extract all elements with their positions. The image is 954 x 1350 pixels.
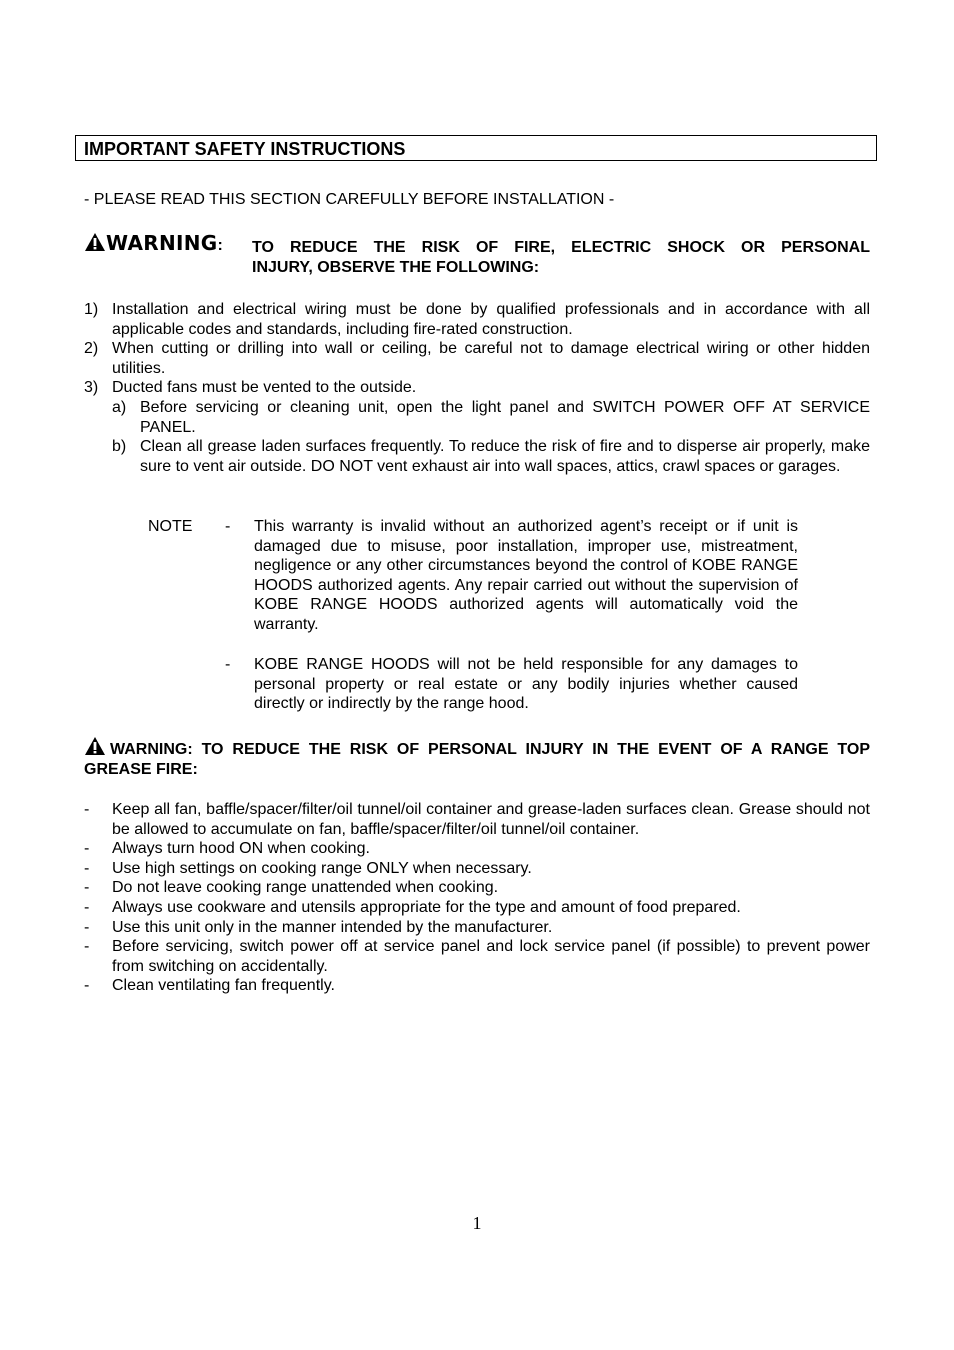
bullet-dash: - [84, 801, 90, 818]
list-item-text: Ducted fans must be vented to the outside. [112, 379, 417, 397]
warning-1-line-2: INJURY, OBSERVE THE FOLLOWING: [252, 258, 540, 276]
bullet-dash: - [84, 918, 90, 936]
note-item-liability: KOBE RANGE HOODS will not be held responsible for any damages to personal property or real estate or any bodily injuries whether caused directly or indirectly by the range hood. [254, 656, 798, 713]
bullet-text: Clean ventilating fan frequently. [112, 977, 335, 995]
bullet-dash: - [84, 859, 90, 877]
warning-block-2 [84, 736, 870, 779]
warning-triangle-icon [84, 232, 106, 252]
bullet-item [84, 839, 870, 859]
bullet-text: Always turn hood ON when cooking. [112, 840, 370, 858]
bullet-dash: - [84, 977, 90, 995]
bullet-dash: - [84, 879, 90, 897]
sublist-item-text: Before servicing or cleaning unit, open the light panel and SWITCH POWER OFF AT SERVICE PANEL. [140, 398, 870, 436]
warning-2-line-1 [84, 736, 870, 760]
bullet-item [84, 918, 870, 938]
warning-1-colon: : [217, 237, 223, 254]
note-dash: - [225, 518, 231, 535]
bullet-item [84, 859, 870, 879]
bullet-item [84, 976, 870, 996]
note-item-warranty: This warranty is invalid without an authorized agent’s receipt or if unit is damaged due to misuse, poor installation, improper use, mistreatment, negligence or any other circumstances beyond the control of KOBE RANGE HOODS authorized agents. Any repair carried out without the supervision of KOBE RANGE HOODS authorized agents will automatically void the warranty. [254, 518, 798, 633]
bullet-item [84, 878, 870, 898]
bullet-dash: - [84, 898, 90, 916]
warning-triangle-icon [84, 736, 106, 756]
list-item-number: 1) [84, 301, 99, 318]
bullet-text: Use this unit only in the manner intended by the manufacturer. [112, 918, 553, 936]
list-item-number: 3) [84, 379, 99, 397]
warning-1-label: WARNING [106, 231, 218, 255]
note-label: NOTE [148, 518, 193, 535]
warning-1-line-1: TO REDUCE THE RISK OF FIRE, ELECTRIC SHOCK OR PERSONAL [252, 239, 870, 256]
sublist-item [84, 398, 870, 437]
sublist-item-text: Clean all grease laden surfaces frequently. To reduce the risk of fire and to disperse air properly, make sure to vent air outside. DO NOT vent exhaust air into wall spaces, attics, crawl spaces or garages. [140, 438, 870, 475]
bullet-item [84, 937, 870, 976]
bullet-dash: - [84, 938, 90, 956]
bullet-text: Use high settings on cooking range ONLY when necessary. [112, 859, 532, 877]
bullet-dash: - [84, 840, 90, 858]
section-title-box [75, 135, 877, 161]
list-item [84, 339, 870, 378]
installation-list [84, 300, 870, 476]
sublist-item-letter: b) [112, 438, 127, 456]
list-item [84, 300, 870, 339]
list-item-text: When cutting or drilling into wall or ceiling, be careful not to damage electrical wiring or other hidden utilities. [112, 340, 870, 377]
note-dash: - [225, 656, 231, 673]
list-item-text: Installation and electrical wiring must be done by qualified professionals and in accordance with all applicable codes and standards, including fire-rated construction. [112, 301, 870, 338]
section-title: IMPORTANT SAFETY INSTRUCTIONS [84, 139, 406, 159]
page-number: 1 [472, 1213, 482, 1233]
sublist-item [84, 437, 870, 476]
sublist-item-letter: a) [112, 398, 127, 416]
bullet-text: Before servicing, switch power off at service panel and lock service panel (if possible) to prevent power from switching on accidentally. [112, 938, 870, 975]
warning-2-line-1-text: WARNING: TO REDUCE THE RISK OF PERSONAL INJURY IN THE EVENT OF A RANGE TOP [110, 741, 870, 758]
bullet-text: Do not leave cooking range unattended when cooking. [112, 879, 499, 897]
list-item-number: 2) [84, 340, 99, 358]
warning-2-line-2: GREASE FIRE: [84, 760, 198, 778]
list-item [84, 378, 870, 398]
bullet-text: Always use cookware and utensils appropriate for the type and amount of food prepared. [112, 898, 741, 916]
bullet-text: Keep all fan, baffle/spacer/filter/oil tunnel/oil container and grease-laden surfaces clean. Grease should not be allowed to accumulate on fan, baffle/spacer/filter/oil tunnel/oil container. [112, 801, 870, 838]
warning-1-text [252, 238, 870, 277]
bullet-item [84, 898, 870, 918]
bullet-item [84, 800, 870, 839]
warning-1-lead [84, 232, 223, 256]
read-carefully-subheading: - PLEASE READ THIS SECTION CAREFULLY BEFORE INSTALLATION - [84, 191, 615, 208]
grease-fire-bullets [84, 800, 870, 996]
